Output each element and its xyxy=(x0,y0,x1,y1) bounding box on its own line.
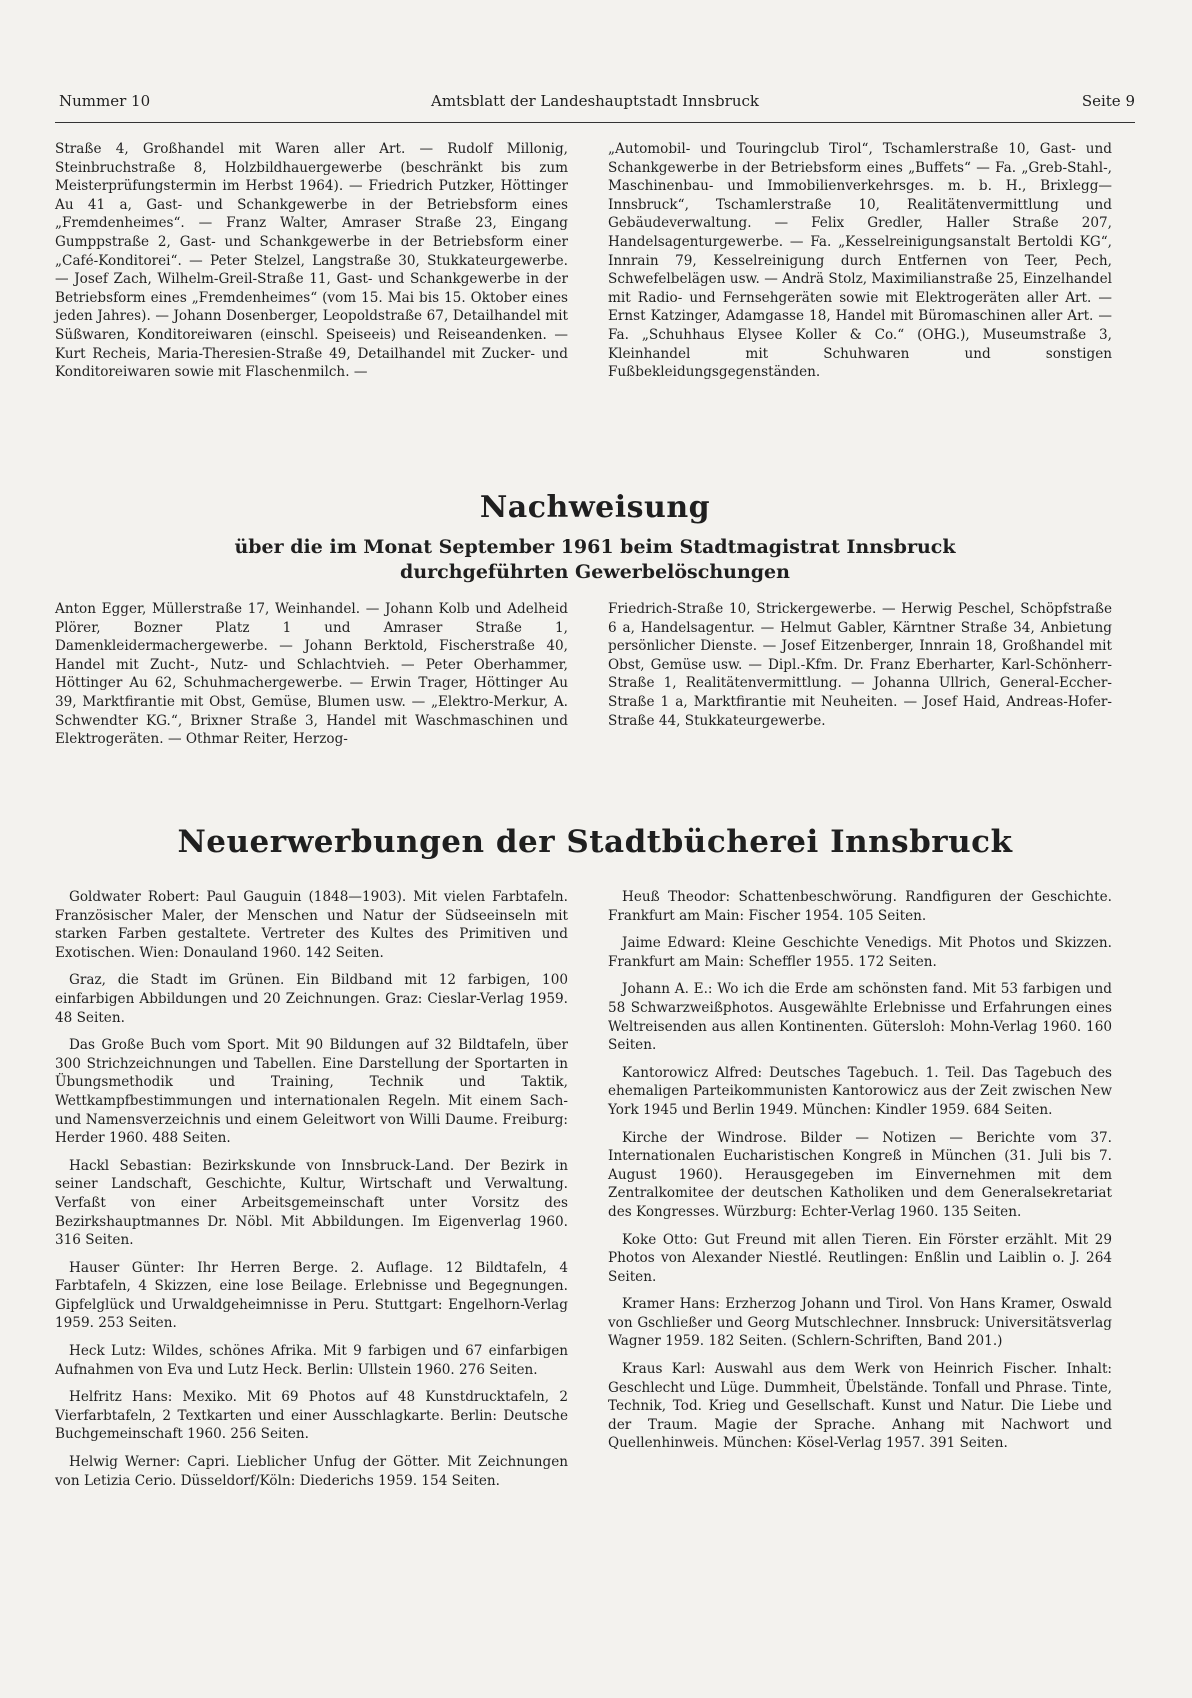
neuerwerbungen-title: Neuerwerbungen der Stadtbücherei Innsbruck xyxy=(177,824,1013,860)
book-entry: Kirche der Windrose. Bilder — Notizen — Berichte vom 37. Internationalen Eucharistischen Kongreß in München (31. Juli bis 7. August 1960). Herausgegeben im Einvernehmen mit dem Zentralkomitee der deutschen Katholiken und dem Generalsekretariat des Kongresses. Würzburg: Echter-Verlag 1960. 135 Seiten. xyxy=(608,1129,1112,1220)
top-left-text: Straße 4, Großhandel mit Waren aller Art. — Rudolf Millonig, Steinbruchstraße 8, Holzbildhauergewerbe (beschränkt bis zum Meisterprüfungstermin im Herbst 1964). — Friedrich Putzker, Höttinger Au 41 a, Gast- und Schankgewerbe in der Betriebsform eines „Fremdenheimes“. — Franz Walter, Amraser Straße 23, Eingang Gumppstraße 2, Gast- und Schankgewerbe in der Betriebsform einer „Café-Konditorei“. — Peter Stelzel, Langstraße 30, Stukkateurgewerbe. — Josef Zach, Wilhelm-Greil-Straße 11, Gast- und Schankgewerbe in der Betriebsform eines „Fremdenheimes“ (vom 15. Mai bis 15. Oktober eines jeden Jahres). — Johann Dosenberger, Leopoldstraße 67, Detailhandel mit Süßwaren, Konditoreiwaren (einschl. Speiseeis) und Reiseandenken. — Kurt Recheis, Maria-Theresien-Straße 49, Detailhandel mit Zucker- und Konditoreiwaren sowie mit Flaschenmilch. — xyxy=(55,141,568,381)
top-right-column xyxy=(608,140,1112,388)
books-left-column xyxy=(55,888,568,1499)
nachweisung-right-column xyxy=(608,600,1112,736)
book-entry: Helwig Werner: Capri. Lieblicher Unfug der Götter. Mit Zeichnungen von Letizia Cerio. Düsseldorf/Köln: Diederichs 1959. 154 Seiten. xyxy=(55,1454,568,1489)
header-rule xyxy=(55,122,1135,123)
book-entry: Heck Lutz: Wildes, schönes Afrika. Mit 9 farbigen und 67 einfarbigen Aufnahmen von Eva und Lutz Heck. Berlin: Ullstein 1960. 276 Seiten. xyxy=(55,1343,568,1378)
book-entry: Kraus Karl: Auswahl aus dem Werk von Heinrich Fischer. Inhalt: Geschlecht und Lüge. Dummheit, Übelstände. Tonfall und Phrase. Tinte, Technik, Tod. Krieg und Gesellschaft. Kunst und Natur. Die Liebe und der Traum. Magie der Sprache. Anhang mit Nachwort und Quellenhinweis. München: Kösel-Verlag 1957. 391 Seiten. xyxy=(608,1361,1112,1452)
nachweisung-subtitle-1: über die im Monat September 1961 beim Stadtmagistrat Innsbruck xyxy=(234,536,956,558)
nachweisung-title: Nachweisung xyxy=(479,490,711,525)
top-left-column xyxy=(55,140,568,388)
books-right-column xyxy=(608,888,1112,1462)
nachweisung-left-column xyxy=(55,600,568,755)
page xyxy=(55,0,1135,1698)
book-entry: Heuß Theodor: Schattenbeschwörung. Randfiguren der Geschichte. Frankfurt am Main: Fischer 1954. 105 Seiten. xyxy=(608,889,1112,924)
nachweisung-right-text: Friedrich-Straße 10, Strickergewerbe. — Herwig Peschel, Schöpfstraße 6 a, Handelsagentur. — Helmut Gabler, Kärntner Straße 34, Anbietung persönlicher Dienste. — Josef Eitzenberger, Innrain 18, Großhandel mit Obst, Gemüse usw. — Dipl.-Kfm. Dr. Franz Eberharter, Karl-Schönherr-Straße 1, Realitätenvermittlung. — Johanna Ullrich, General-Eccher-Straße 1 a, Marktfirantie mit Neuheiten. — Josef Haid, Andreas-Hofer-Straße 44, Stukkateurgewerbe. xyxy=(608,601,1112,729)
nachweisung-left-text: Anton Egger, Müllerstraße 17, Weinhandel. — Johann Kolb und Adelheid Plörer, Bozner Platz 1 und Amraser Straße 1, Damenkleidermachergewerbe. — Johann Berktold, Fischerstraße 40, Handel mit Zucht-, Nutz- und Schlachtvieh. — Peter Oberhammer, Höttinger Au 62, Schuhmachergewerbe. — Erwin Trager, Höttinger Au 39, Marktfirantie mit Obst, Gemüse, Blumen usw. — „Elektro-Merkur, A. Schwendter KG.“, Brixner Straße 3, Handel mit Waschmaschinen und Elektrogeräten. — Othmar Reiter, Herzog- xyxy=(55,601,568,748)
book-entry: Goldwater Robert: Paul Gauguin (1848—1903). Mit vielen Farbtafeln. Französischer Maler, der Menschen und Natur der Südseeinseln mit starken Farben gestaltete. Vertreter des Kultes des Primitiven und Exotischen. Wien: Donauland 1960. 142 Seiten. xyxy=(55,889,568,961)
book-entry: Kantorowicz Alfred: Deutsches Tagebuch. 1. Teil. Das Tagebuch des ehemaligen Parteikommunisten Kantorowicz aus der Zeit zwischen New York 1945 und Berlin 1949. München: Kindler 1959. 684 Seiten. xyxy=(608,1064,1112,1118)
book-entry: Graz, die Stadt im Grünen. Ein Bildband mit 12 farbigen, 100 einfarbigen Abbildungen und 20 Zeichnungen. Graz: Cieslar-Verlag 1959. 48 Seiten. xyxy=(55,972,568,1026)
book-entry: Johann A. E.: Wo ich die Erde am schönsten fand. Mit 53 farbigen und 58 Schwarzweißphotos. Ausgewählte Erlebnisse und Erfahrungen eines Weltreisenden aus allen Kontinenten. Gütersloh: Mohn-Verlag 1960. 160 Seiten. xyxy=(608,981,1112,1054)
book-entry: Das Große Buch vom Sport. Mit 90 Bildungen auf 32 Bildtafeln, über 300 Strichzeichnungen und Tabellen. Eine Darstellung der Sportarten in Übungsmethodik und Training, Technik und Taktik, Wettkampfbestimmungen und internationalen Regeln. Mit einem Sach- und Namensverzeichnis und einem Geleitwort von Willi Daume. Freiburg: Herder 1960. 488 Seiten. xyxy=(55,1037,568,1147)
book-entry: Kramer Hans: Erzherzog Johann und Tirol. Von Hans Kramer, Oswald von Gschließer und Georg Mutschlechner. Innsbruck: Universitätsverlag Wagner 1959. 182 Seiten. (Schlern-Schriften, Band 201.) xyxy=(608,1296,1112,1350)
issue-number: Nummer 10 xyxy=(59,92,151,110)
publication-title: Amtsblatt der Landeshauptstadt Innsbruck xyxy=(431,92,759,110)
book-entry: Helfritz Hans: Mexiko. Mit 69 Photos auf 48 Kunstdrucktafeln, 2 Vierfarbtafeln, 2 Textkarten und einer Ausschlagkarte. Berlin: Deutsche Buchgemeinschaft 1960. 256 Seiten. xyxy=(55,1389,568,1443)
page-number: Seite 9 xyxy=(1081,92,1135,110)
nachweisung-subtitle-2: durchgeführten Gewerbelöschungen xyxy=(400,561,790,583)
top-right-text: „Automobil- und Touringclub Tirol“, Tschamlerstraße 10, Gast- und Schankgewerbe in der Betriebsform eines „Buffets“ — Fa. „Greb-Stahl-, Maschinenbau- und Immobilienverkehrsges. m. b. H., Brixlegg—Innsbruck“, Tschamlerstraße 10, Realitätenvermittlung und Gebäudeverwaltung. — Felix Gredler, Haller Straße 207, Handelsagenturgewerbe. — Fa. „Kesselreinigungsanstalt Bertoldi KG“, Innrain 79, Kesselreinigung durch Entfernen von Teer, Pech, Schwefelbelägen usw. — Andrä Stolz, Maximilianstraße 25, Einzelhandel mit Radio- und Fernsehgeräten sowie mit Elektrogeräten aller Art. — Ernst Katzinger, Adamgasse 18, Handel mit Büromaschinen aller Art. — Fa. „Schuhhaus Elysee Koller & Co.“ (OHG.), Museumstraße 3, Kleinhandel mit Schuhwaren und sonstigen Fußbekleidungsgegenständen. xyxy=(608,141,1112,381)
book-entry: Hackl Sebastian: Bezirkskunde von Innsbruck-Land. Der Bezirk in seiner Landschaft, Geschichte, Kultur, Wirtschaft und Verwaltung. Verfaßt von einer Arbeitsgemeinschaft unter Vorsitz des Bezirkshauptmannes Dr. Nöbl. Mit Abbildungen. Im Eigenverlag 1960. 316 Seiten. xyxy=(55,1157,568,1249)
book-entry: Jaime Edward: Kleine Geschichte Venedigs. Mit Photos und Skizzen. Frankfurt am Main: Scheffler 1955. 172 Seiten. xyxy=(608,935,1112,970)
book-entry: Koke Otto: Gut Freund mit allen Tieren. Ein Förster erzählt. Mit 29 Photos von Alexander Niestlé. Reutlingen: Enßlin und Laiblin o. J. 264 Seiten. xyxy=(608,1231,1112,1285)
book-entry: Hauser Günter: Ihr Herren Berge. 2. Auflage. 12 Bildtafeln, 4 Farbtafeln, 4 Skizzen, eine lose Beilage. Erlebnisse und Begegnungen. Gipfelglück und Urwaldgeheimnisse in Peru. Stuttgart: Engelhorn-Verlag 1959. 253 Seiten. xyxy=(55,1259,568,1332)
running-header xyxy=(55,92,1135,116)
